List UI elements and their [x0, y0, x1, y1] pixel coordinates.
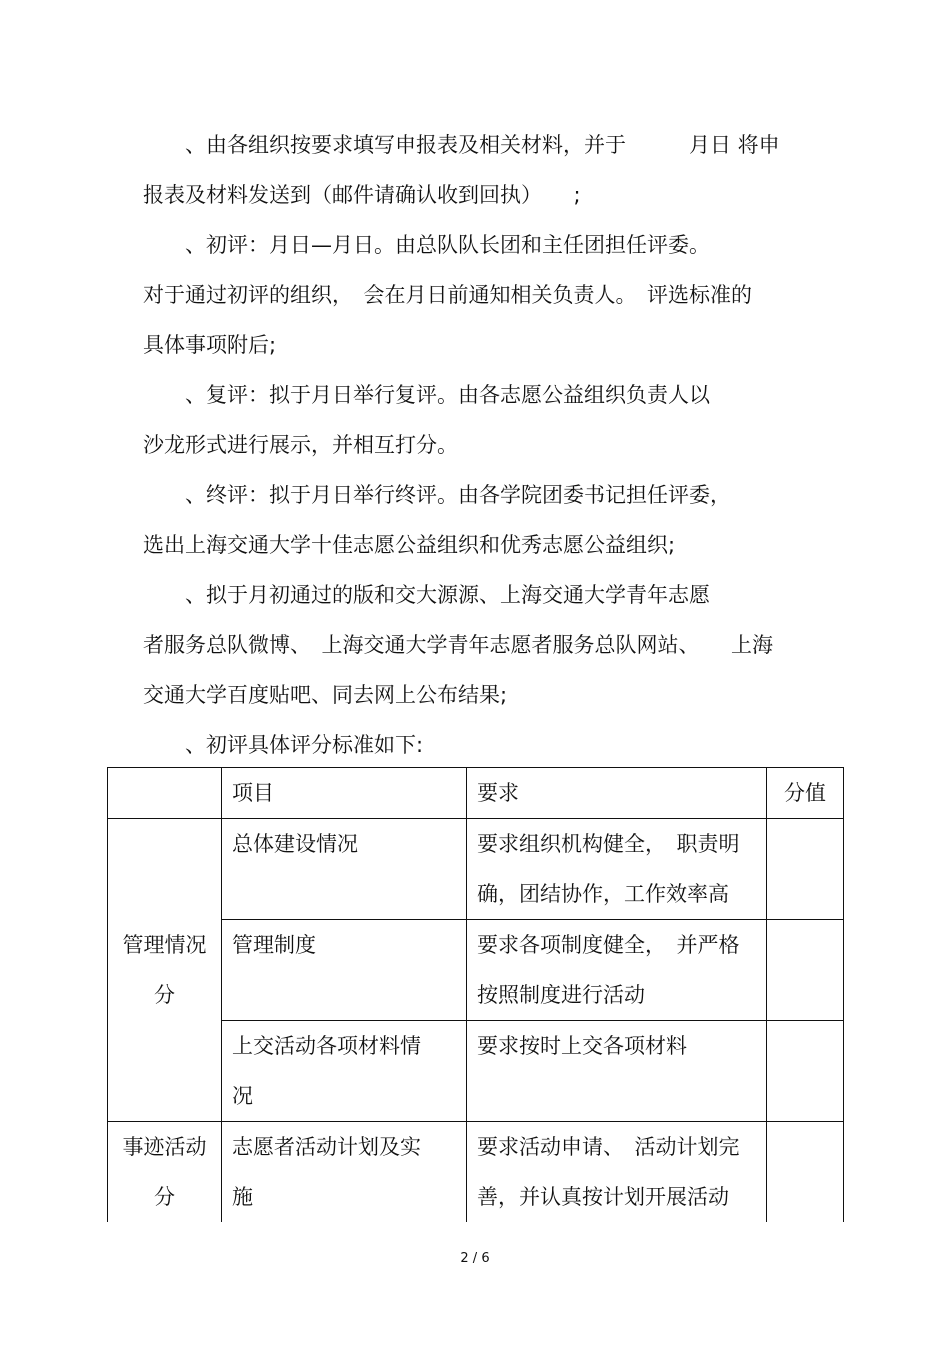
paragraph-line: 交通大学百度贴吧、同去网上公布结果; — [143, 683, 508, 707]
table-row — [108, 1122, 844, 1223]
requirement-line: 善，并认真按计划开展活动 — [477, 1185, 729, 1209]
item-cell — [222, 1021, 467, 1122]
item-line: 况 — [232, 1084, 253, 1108]
requirement-line: 按照制度进行活动 — [477, 983, 645, 1007]
score-cell — [767, 1021, 844, 1122]
requirement-line: 要求按时上交各项材料 — [477, 1034, 687, 1058]
category-line: 分 — [154, 983, 175, 1007]
paragraph-line: 、初评：月日—月日。由总队队长团和主任团担任评委。 — [143, 233, 710, 257]
paragraph-line: 选出上海交通大学十佳志愿公益组织和优秀志愿公益组织; — [143, 533, 676, 557]
paragraph-line: 、终评：拟于月日举行终评。由各学院团委书记担任评委， — [143, 483, 731, 507]
item-line: 施 — [232, 1185, 253, 1209]
item-cell — [222, 920, 467, 1021]
score-cell — [767, 920, 844, 1021]
requirement-line: 要求组织机构健全， 职责明 — [477, 832, 740, 856]
item-line: 管理制度 — [232, 933, 316, 957]
category-line: 分 — [154, 1185, 175, 1209]
score-cell — [767, 1122, 844, 1223]
paragraph-line: 、拟于月初通过的版和交大源源、上海交通大学青年志愿 — [143, 583, 710, 607]
paragraph-line: 对于通过初评的组织， 会在月日前通知相关负责人。 评选标准的 — [143, 283, 752, 307]
score-cell — [767, 819, 844, 920]
scoring-table — [107, 767, 844, 1222]
requirement-line: 要求活动申请、 活动计划完 — [477, 1135, 740, 1159]
header-cell: 要求 — [467, 768, 767, 819]
item-cell — [222, 1122, 467, 1223]
paragraph-line: 、由各组织按要求填写申报表及相关材料，并于 月日 将申 — [143, 133, 780, 157]
requirement-cell — [467, 1122, 767, 1223]
requirement-cell — [467, 819, 767, 920]
category-cell — [108, 819, 222, 1122]
requirement-cell — [467, 920, 767, 1021]
header-cell — [108, 768, 222, 819]
item-cell — [222, 819, 467, 920]
category-cell — [108, 1122, 222, 1223]
header-cell: 项目 — [222, 768, 467, 819]
item-line: 总体建设情况 — [232, 832, 358, 856]
requirement-line: 要求各项制度健全， 并严格 — [477, 933, 740, 957]
paragraph-line: 、初评具体评分标准如下: — [143, 733, 424, 757]
paragraph-line: 、复评：拟于月日举行复评。由各志愿公益组织负责人以 — [143, 383, 710, 407]
page-number: 2 / 6 — [460, 1251, 490, 1266]
blank-line — [477, 1071, 756, 1121]
requirement-cell — [467, 1021, 767, 1122]
paragraph-line: 者服务总队微博、 上海交通大学青年志愿者服务总队网站、 上海 — [143, 633, 773, 657]
paragraph-line: 具体事项附后; — [143, 333, 277, 357]
paragraph-line: 报表及材料发送到（邮件请确认收到回执） ; — [143, 183, 581, 207]
category-line: 管理情况 — [122, 933, 207, 957]
requirement-line: 确，团结协作，工作效率高 — [477, 882, 729, 906]
header-cell: 分值 — [767, 768, 844, 819]
table-row — [108, 819, 844, 920]
paragraph-line: 沙龙形式进行展示，并相互打分。 — [143, 433, 458, 457]
item-line: 上交活动各项材料情 — [232, 1034, 421, 1058]
table-header-row — [108, 768, 844, 819]
item-line: 志愿者活动计划及实 — [232, 1135, 421, 1159]
category-line: 事迹活动 — [122, 1135, 207, 1159]
